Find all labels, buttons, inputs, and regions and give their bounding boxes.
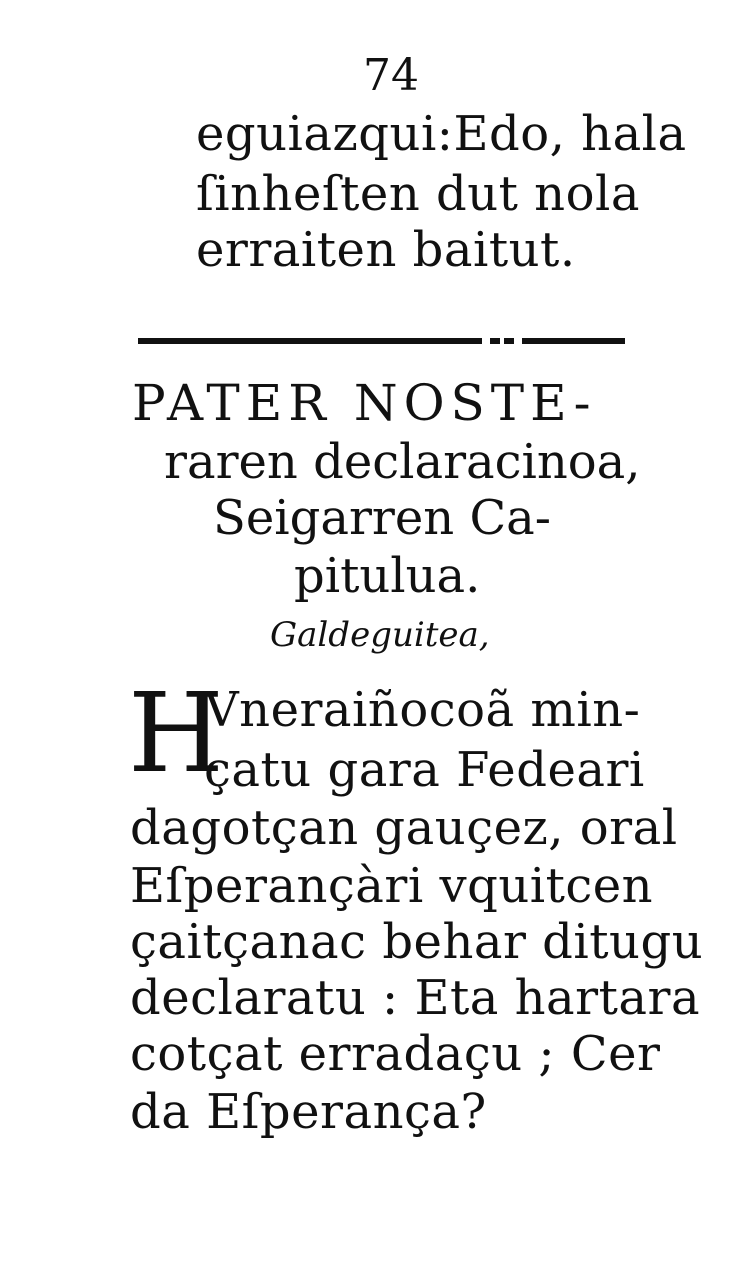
divider-gap <box>482 335 490 347</box>
divider-gap <box>514 335 522 347</box>
body-line-6: declaratu : Eta hartara <box>130 970 701 1026</box>
divider-gap <box>500 335 504 347</box>
body-line-5: çaitçanac behar ditugu <box>130 914 704 970</box>
top-paragraph-line-1: eguiazqui:Edo, hala <box>196 106 687 162</box>
page-number: 74 <box>363 50 419 101</box>
body-line-8: da Eſperança? <box>130 1084 487 1140</box>
body-line-3: dagotçan gauçez, oral <box>130 800 678 856</box>
chapter-heading-line-3: Seigarren Ca- <box>213 490 552 546</box>
section-divider <box>138 338 625 344</box>
chapter-heading-line-2: raren declaracinoa, <box>164 434 641 490</box>
body-line-4: Eſperançàri vquitcen <box>130 858 654 914</box>
chapter-heading-line-4: pitulua. <box>294 548 481 604</box>
top-paragraph-line-2: ſinheſten dut nola <box>196 166 640 222</box>
drop-cap: H <box>128 669 224 797</box>
top-paragraph-line-3: erraiten baitut. <box>196 222 576 278</box>
body-line-7: cotçat erradaçu ; Cer <box>130 1026 661 1082</box>
body-line-2: çatu gara Fedeari <box>204 742 645 798</box>
subheading: Galdeguitea, <box>270 615 490 655</box>
chapter-heading-line-1: PATER NOSTE- <box>132 374 597 432</box>
body-line-1: Vneraiñocoã min- <box>204 682 641 738</box>
